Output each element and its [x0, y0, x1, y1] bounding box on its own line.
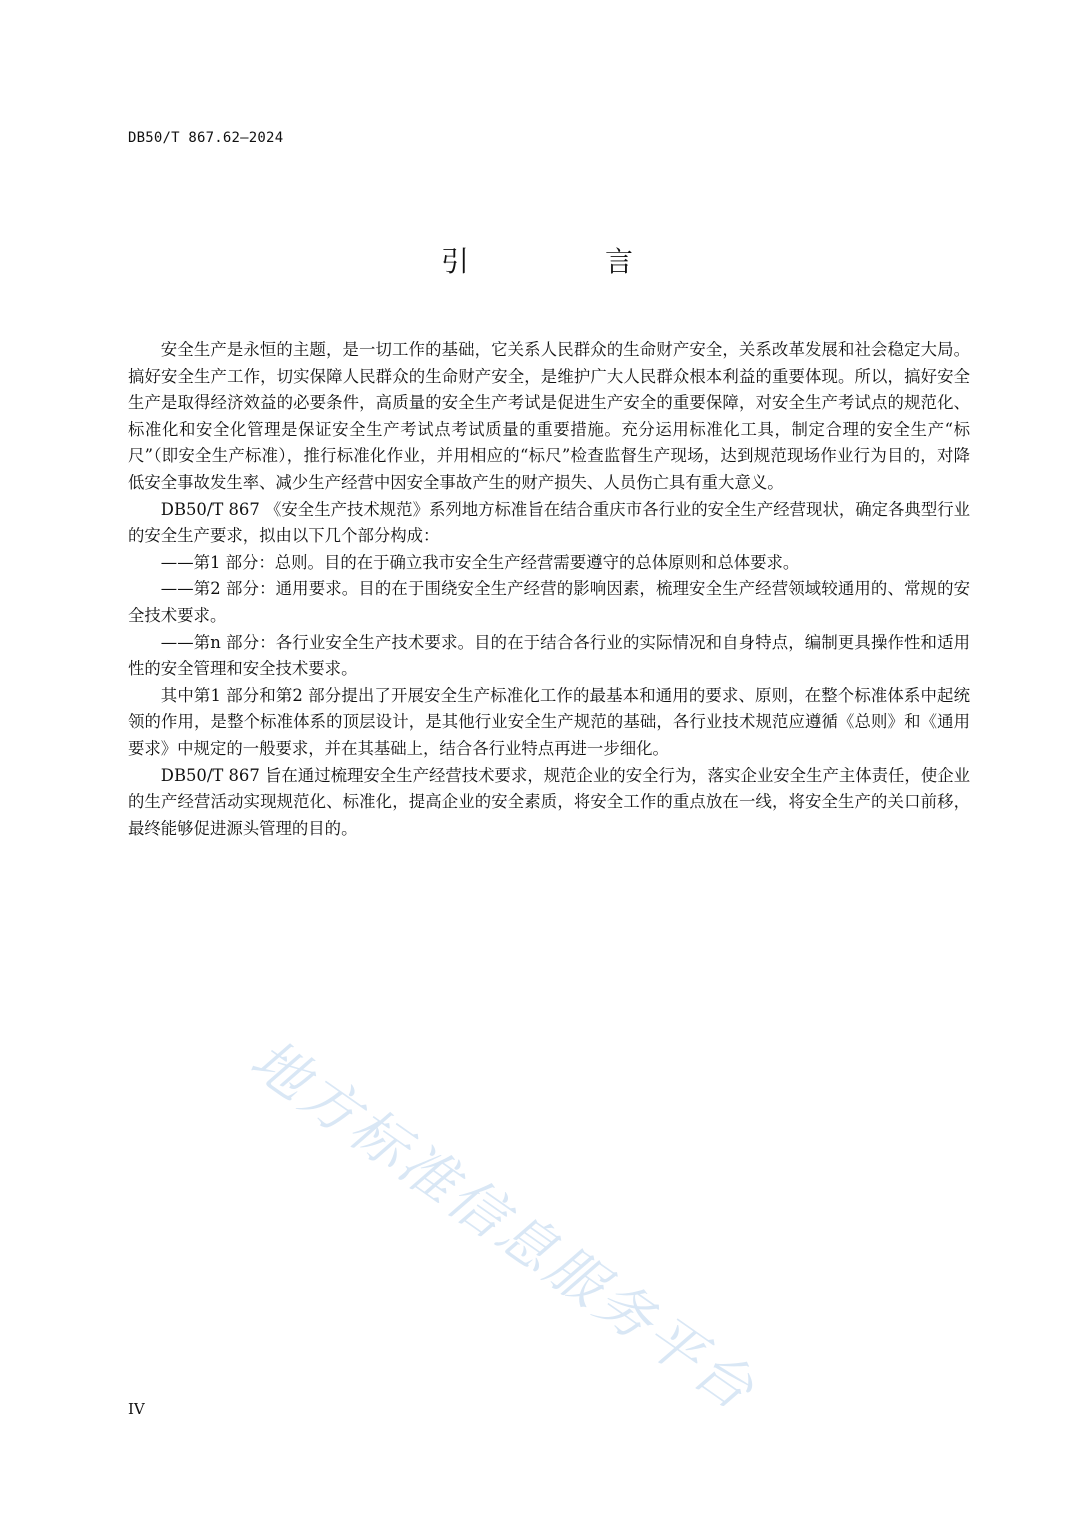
document-body — [128, 337, 970, 842]
list-item: ——第1 部分：总则。目的在于确立我市安全生产经营需要遵守的总体原则和总体要求。 — [160, 552, 800, 572]
watermark: 地方标准信息服务平台 — [238, 1027, 768, 1425]
list-item: ——第2 部分：通用要求。目的在于围绕安全生产经营的影响因素，梳理安全生产经营领域较通用的、常规的安全技术要求。 — [128, 579, 970, 625]
paragraph: 其中第1 部分和第2 部分提出了开展安全生产标准化工作的最基本和通用的要求、原则，在整个标准体系中起统领的作用，是整个标准体系的顶层设计，是其他行业安全生产规范的基础，各行业技术规范应遵循《总则》和《通用要求》中规定的一般要求，并在其基础上，结合各行业特点再进一步细化。 — [128, 685, 970, 758]
paragraph: DB50/T 867 旨在通过梳理安全生产经营技术要求，规范企业的安全行为，落实企业安全生产主体责任，使企业的生产经营活动实现规范化、标准化，提高企业的安全素质，将安全工作的重点放在一线，将安全生产的关口前移，最终能够促进源头管理的目的。 — [128, 765, 970, 838]
page-number: IV — [128, 1400, 145, 1418]
document-code: DB50/T 867.62—2024 — [128, 130, 284, 146]
paragraph: 安全生产是永恒的主题，是一切工作的基础，它关系人民群众的生命财产安全，关系改革发展和社会稳定大局。搞好安全生产工作，切实保障人民群众的生命财产安全，是维护广大人民群众根本利益的重要体现。所以，搞好安全生产是取得经济效益的必要条件，高质量的安全生产考试是促进生产安全的重要保障，对安全生产考试点的规范化、标准化和安全化管理是保证安全生产考试点考试质量的重要措施。充分运用标准化工具，制定合理的安全生产“标尺”（即安全生产标准），推行标准化作业，并用相应的“标尺”检查监督生产现场，达到规范现场作业行为目的，对降低安全事故发生率、减少生产经营中因安全事故产生的财产损失、人员伤亡具有重大意义。 — [128, 340, 970, 492]
page-title: 引 言 — [440, 245, 687, 278]
list-item: ——第n 部分：各行业安全生产技术要求。目的在于结合各行业的实际情况和自身特点，编制更具操作性和适用性的安全管理和安全技术要求。 — [128, 632, 970, 679]
paragraph: DB50/T 867 《安全生产技术规范》系列地方标准旨在结合重庆市各行业的安全生产经营现状，确定各典型行业的安全生产要求，拟由以下几个部分构成： — [128, 499, 970, 546]
